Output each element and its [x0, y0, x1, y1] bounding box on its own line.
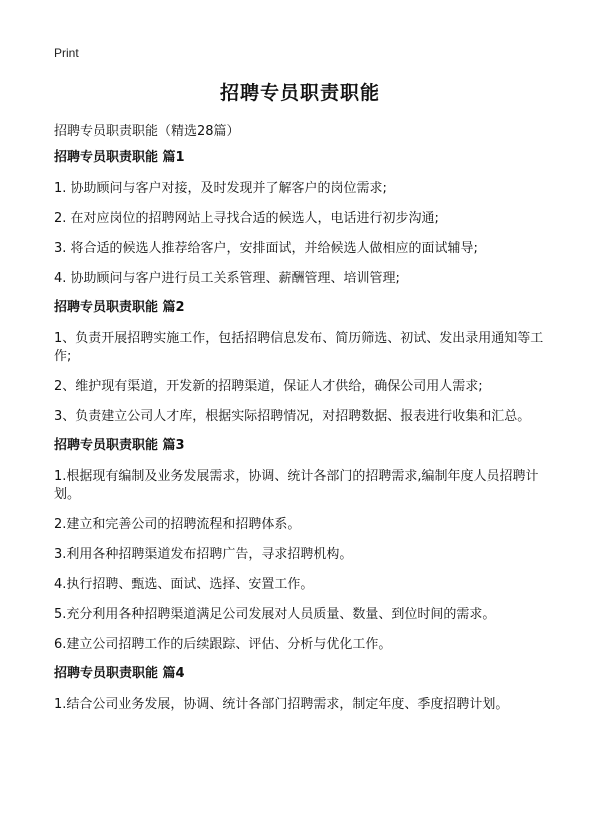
document-title: 招聘专员职责职能 [219, 82, 380, 104]
list-item: 1.结合公司业务发展，协调、统计各部门招聘需求，制定年度、季度招聘计划。 [54, 697, 509, 712]
section-heading: 招聘专员职责职能 篇1 [54, 150, 185, 165]
list-item: 3.利用各种招聘渠道发布招聘广告，寻求招聘机构。 [54, 547, 353, 562]
document-subtitle: 招聘专员职责职能（精选28篇） [54, 124, 240, 139]
section-1 [54, 150, 560, 288]
section-heading: 招聘专员职责职能 篇2 [54, 300, 185, 315]
document-body [54, 150, 560, 726]
section-4 [54, 666, 560, 714]
section-heading: 招聘专员职责职能 篇3 [54, 438, 185, 453]
list-item: 2、维护现有渠道，开发新的招聘渠道，保证人才供给，确保公司用人需求; [54, 379, 483, 394]
list-item: 1.根据现有编制及业务发展需求，协调、统计各部门的招聘需求,编制年度人员招聘计划。 [54, 469, 539, 502]
section-2 [54, 300, 560, 426]
list-item: 4.执行招聘、甄选、面试、选择、安置工作。 [54, 577, 314, 592]
list-item: 4. 协助顾问与客户进行员工关系管理、薪酬管理、培训管理; [54, 271, 400, 286]
list-item: 1、负责开展招聘实施工作，包括招聘信息发布、简历筛选、初试、发出录用通知等工作; [54, 331, 544, 364]
list-item: 5.充分利用各种招聘渠道满足公司发展对人员质量、数量、到位时间的需求。 [54, 607, 496, 622]
list-item: 3. 将合适的候选人推荐给客户，安排面试，并给候选人做相应的面试辅导; [54, 241, 478, 256]
list-item: 1. 协助顾问与客户对接，及时发现并了解客户的岗位需求; [54, 181, 387, 196]
list-item: 2. 在对应岗位的招聘网站上寻找合适的候选人，电话进行初步沟通; [54, 211, 439, 226]
list-item: 6.建立公司招聘工作的后续跟踪、评估、分析与优化工作。 [54, 637, 392, 652]
section-heading: 招聘专员职责职能 篇4 [54, 666, 185, 681]
list-item: 2.建立和完善公司的招聘流程和招聘体系。 [54, 517, 301, 532]
print-label: Print [54, 46, 79, 60]
list-item: 3、负责建立公司人才库，根据实际招聘情况，对招聘数据、报表进行收集和汇总。 [54, 409, 531, 424]
section-3 [54, 438, 560, 654]
